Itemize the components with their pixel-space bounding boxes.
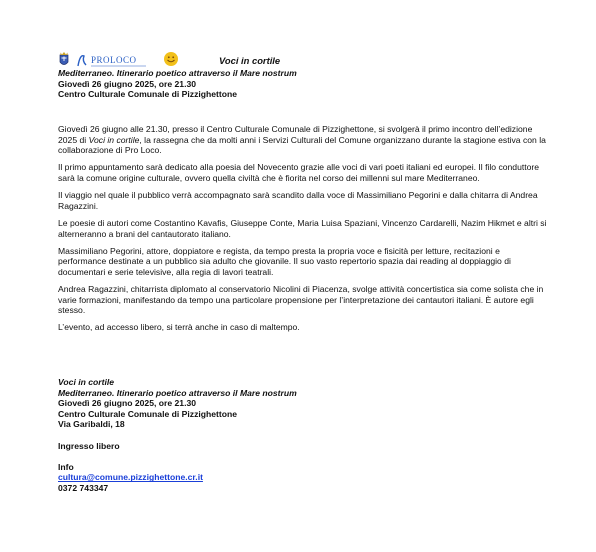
paragraph-theme: Il primo appuntamento sarà dedicato alla poesia del Novecento grazie alle voci di vari poeti italiani ed europei. Il filo conduttore sarà la comune origine culturale, ovvero quella civiltà che è fiorita nel corso dei millenni sul mare Mediterraneo. xyxy=(58,162,540,183)
municipal-crest-icon xyxy=(58,50,70,68)
proloco-logo-text: PROLOCO xyxy=(91,55,137,65)
footer-entry: Ingresso libero xyxy=(58,440,120,451)
header-venue: Centro Culturale Comunale di Pizzighettone xyxy=(58,89,238,100)
header-title: Voci in cortile xyxy=(219,55,281,66)
paragraph-pegorini: Massimiliano Pegorini, attore, doppiatore e regista, da tempo presta la propria voce e fisicità per letture, recitazioni e performance destinate a un pubblico sia adulto che giovanile. Il suo vasto repertorio spazia dai reading al doppiaggio di documentari e serie televisive, alla regia di lavori teatrali. xyxy=(58,245,511,277)
spacer xyxy=(58,430,548,441)
header-subtitle: Mediterraneo. Itinerario poetico attraverso il Mare nostrum xyxy=(58,68,297,78)
footer-block xyxy=(58,377,548,494)
paragraph-journey: Il viaggio nel quale il pubblico verrà accompagnato sarà scandito dalla voce di Massimiliano Pegorini e dalla chitarra di Andrea Ragazzini. xyxy=(58,190,538,211)
paragraph-access: L’evento, ad accesso libero, si terrà anche in caso di maltempo. xyxy=(58,322,300,333)
footer-phone: 0372 743347 xyxy=(58,482,109,493)
body-text xyxy=(58,124,548,340)
paragraph-intro-emphasis: Voci in cortile xyxy=(88,134,140,145)
spacer xyxy=(58,451,548,462)
paragraph-poets: Le poesie di autori come Costantino Kavafis, Giuseppe Conte, Maria Luisa Spaziani, Vincenzo Cardarelli, Nazim Hikmet e altri si alterneranno a brani del cantautorato italiano. xyxy=(58,217,547,239)
email-link[interactable]: cultura@comune.pizzighettone.cr.it xyxy=(58,472,203,483)
paragraph-intro-start: Giovedì 26 giugno alle 21.30, presso il Centro Culturale Comunale di Pizzighettone, si svolgerà il primo incontro dell’edizione 2025 di xyxy=(58,124,533,145)
footer-address: Via Garibaldi, 18 xyxy=(58,419,125,430)
logo-row xyxy=(58,48,180,68)
proloco-logo xyxy=(76,52,154,68)
footer-title: Voci in cortile xyxy=(58,377,115,387)
sun-icon xyxy=(162,50,180,68)
header-date: Giovedì 26 giugno 2025, ore 21.30 xyxy=(58,78,197,89)
footer-info-label: Info xyxy=(58,461,74,472)
footer-venue: Centro Culturale Comunale di Pizzighettone xyxy=(58,408,238,419)
footer-date: Giovedì 26 giugno 2025, ore 21.30 xyxy=(58,398,197,409)
paragraph-ragazzini: Andrea Ragazzini, chitarrista diplomato al conservatorio Nicolini di Piacenza, svolge attività concertistica sia come solista che in varie formazioni, manifestando da tempo una particolare propensione per l’interpretazione dei cantautori italiani. È autore egli stesso. xyxy=(58,284,544,316)
paragraph-intro-end: , la rassegna che da molti anni i Servizi Culturali del Comune organizzano durante la stagione estiva con la collaborazione di Pro Loco. xyxy=(58,134,546,156)
paragraph-intro xyxy=(58,124,548,156)
footer-subtitle: Mediterraneo. Itinerario poetico attraverso il Mare nostrum xyxy=(58,387,297,398)
header-block xyxy=(58,68,548,100)
